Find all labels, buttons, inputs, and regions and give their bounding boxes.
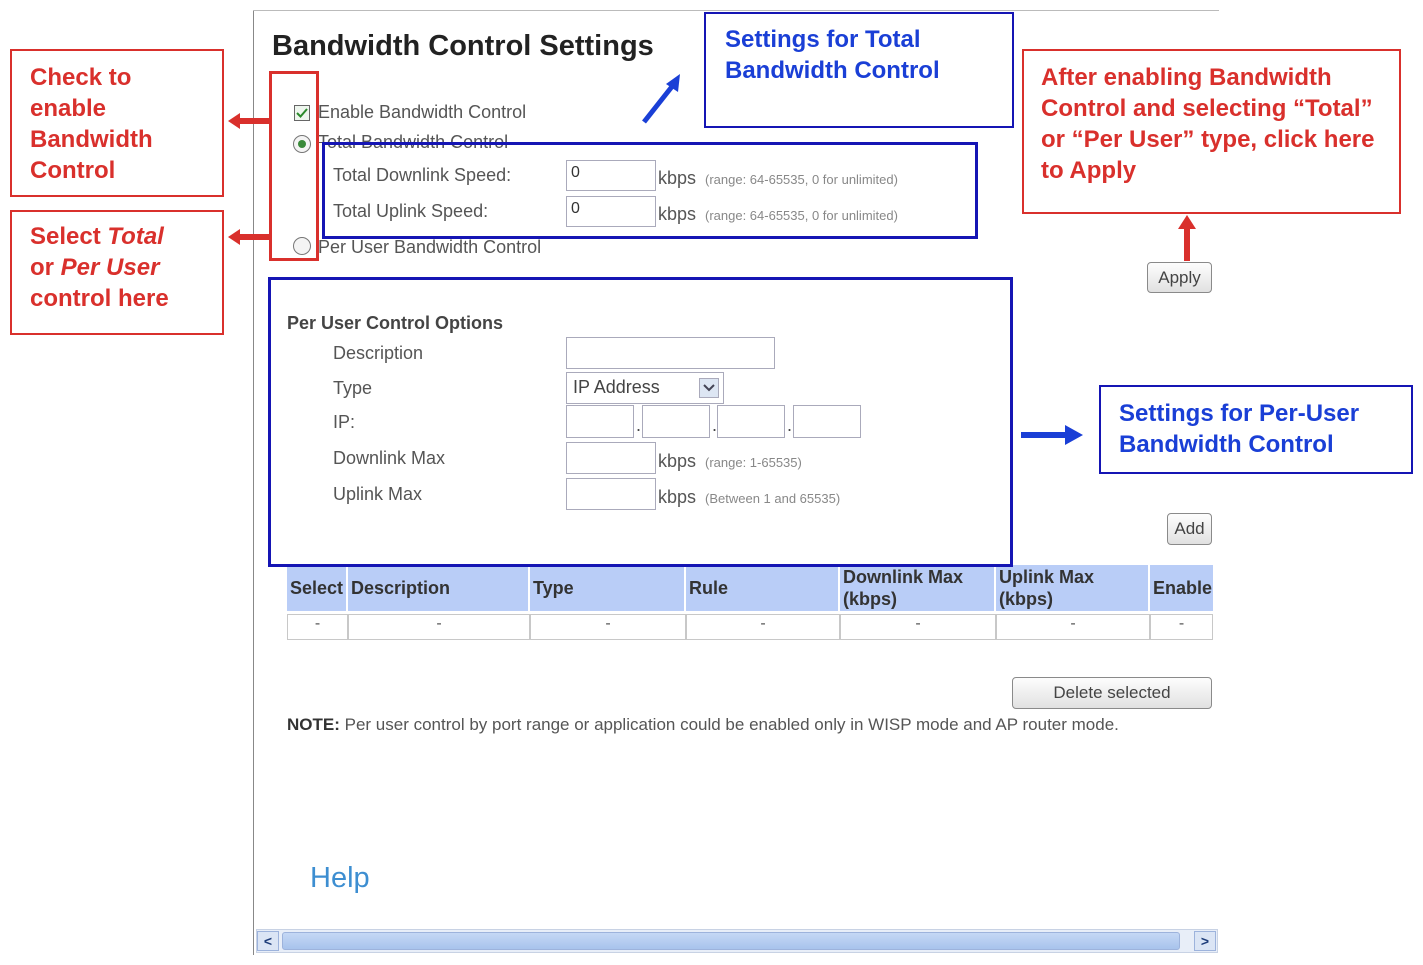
table-header-enable: Enable bbox=[1150, 565, 1213, 611]
scroll-right-icon[interactable]: > bbox=[1194, 931, 1216, 951]
table-cell: - bbox=[530, 614, 686, 640]
page-title: Bandwidth Control Settings bbox=[272, 30, 654, 62]
total-downlink-label: Total Downlink Speed: bbox=[333, 165, 512, 185]
check-note-text: Check to enable Bandwidth Control bbox=[30, 64, 153, 184]
table-header-downlink-max: Downlink Max (kbps) bbox=[840, 565, 994, 611]
per-user-settings-highlight-box bbox=[268, 277, 1013, 567]
peruser-note-callout bbox=[1099, 385, 1413, 474]
checkbox-radio-highlight-box bbox=[269, 71, 319, 261]
total-uplink-unit: kbps bbox=[658, 204, 697, 224]
arrow-up-icon bbox=[1177, 213, 1197, 261]
note-label: NOTE: bbox=[287, 715, 340, 734]
total-bandwidth-label: Total Bandwidth Control bbox=[318, 132, 509, 152]
page-frame-top bbox=[253, 10, 1219, 11]
table-header-rule: Rule bbox=[686, 565, 838, 611]
total-uplink-input[interactable]: 0 bbox=[566, 196, 656, 227]
per-user-bandwidth-label: Per User Bandwidth Control bbox=[318, 237, 542, 257]
arrow-left-icon bbox=[226, 227, 272, 247]
total-downlink-range: (range: 64-65535, 0 for unlimited) bbox=[705, 172, 898, 187]
total-settings-highlight-box bbox=[322, 142, 978, 239]
table-cell: - bbox=[287, 614, 348, 640]
select-note-text bbox=[30, 221, 220, 314]
apply-button[interactable]: Apply bbox=[1147, 262, 1212, 293]
type-select-value: IP Address bbox=[573, 377, 660, 397]
add-button[interactable]: Add bbox=[1167, 513, 1212, 545]
select-note-part: or bbox=[30, 254, 61, 281]
table-header-select: Select bbox=[287, 565, 346, 611]
select-note-callout bbox=[10, 210, 224, 335]
check-note-callout bbox=[10, 49, 224, 197]
select-note-total: Total bbox=[107, 223, 164, 250]
scroll-left-icon[interactable]: < bbox=[257, 931, 279, 951]
total-note-text: Settings for Total Bandwidth Control bbox=[725, 26, 940, 84]
uplink-max-range: (Between 1 and 65535) bbox=[705, 491, 841, 506]
description-label: Description bbox=[333, 343, 424, 363]
uplink-max-unit: kbps bbox=[658, 487, 697, 507]
enable-bandwidth-label: Enable Bandwidth Control bbox=[318, 102, 527, 122]
total-downlink-unit: kbps bbox=[658, 168, 697, 188]
apply-note-text: After enabling Bandwidth Control and selecting “Total” or “Per User” type, click here to Apply bbox=[1041, 64, 1375, 184]
total-note-callout bbox=[704, 12, 1014, 128]
note-body: Per user control by port range or application could be enabled only in WISP mode and AP router mode. bbox=[339, 715, 1119, 734]
table-cell: - bbox=[840, 614, 996, 640]
table-cell: - bbox=[686, 614, 840, 640]
downlink-max-unit: kbps bbox=[658, 451, 697, 471]
arrow-up-right-icon bbox=[640, 72, 684, 126]
ip-label: IP: bbox=[333, 412, 356, 432]
apply-note-callout bbox=[1022, 49, 1401, 214]
downlink-max-range: (range: 1-65535) bbox=[705, 455, 802, 470]
table-cell: - bbox=[348, 614, 530, 640]
table-cell: - bbox=[996, 614, 1150, 640]
table-header-type: Type bbox=[530, 565, 684, 611]
ip-dot: . bbox=[712, 415, 718, 435]
note-text bbox=[287, 713, 1187, 737]
arrow-left-icon bbox=[226, 111, 272, 131]
ip-dot: . bbox=[636, 415, 642, 435]
table-header-description: Description bbox=[348, 565, 528, 611]
total-uplink-range: (range: 64-65535, 0 for unlimited) bbox=[705, 208, 898, 223]
type-label: Type bbox=[333, 378, 373, 398]
total-uplink-label: Total Uplink Speed: bbox=[333, 201, 489, 221]
ip-dot: . bbox=[787, 415, 793, 435]
select-note-part: control here bbox=[30, 285, 169, 312]
uplink-max-label: Uplink Max bbox=[333, 484, 423, 504]
select-note-part: Select bbox=[30, 223, 108, 250]
select-note-peruser: Per User bbox=[60, 254, 160, 281]
per-user-heading: Per User Control Options bbox=[287, 313, 504, 333]
peruser-note-text: Settings for Per-User Bandwidth Control bbox=[1119, 400, 1360, 458]
delete-selected-button[interactable]: Delete selected bbox=[1012, 677, 1212, 709]
downlink-max-label: Downlink Max bbox=[333, 448, 446, 468]
table-cell: - bbox=[1150, 614, 1213, 640]
total-downlink-input[interactable]: 0 bbox=[566, 160, 656, 191]
scrollbar-thumb[interactable] bbox=[282, 932, 1180, 950]
table-header-uplink-max: Uplink Max (kbps) bbox=[996, 565, 1148, 611]
help-link[interactable]: Help bbox=[310, 862, 370, 894]
arrow-right-icon bbox=[1021, 423, 1083, 447]
page-frame-left bbox=[253, 10, 254, 955]
